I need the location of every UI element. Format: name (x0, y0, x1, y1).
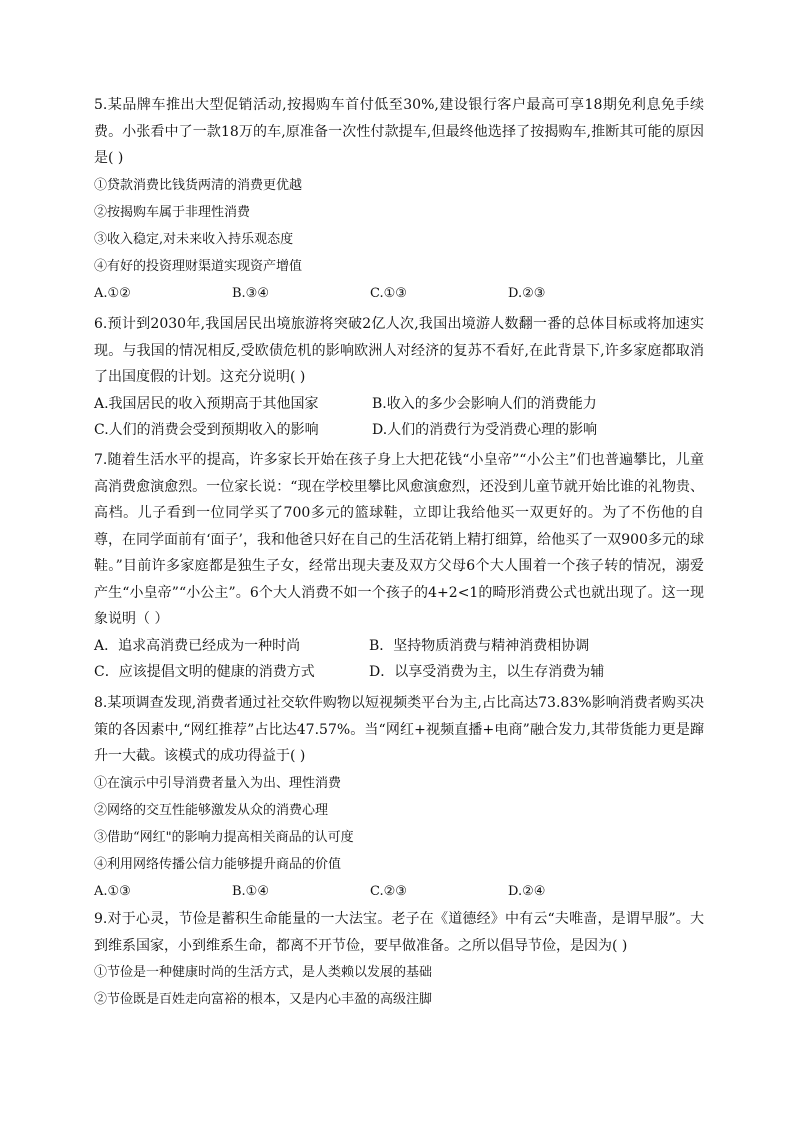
question-stem: 6.预计到2030年,我国居民出境旅游将突破2亿人次,我国出境游人数翻一番的总体目标或将加速实现。与我国的情况相反,受欧债危机的影响欧洲人对经济的复苏不看好,在此背景下,许多家庭都取消了出国度假的计划。这充分说明( ) (94, 316, 704, 385)
answer-row-ab (94, 391, 704, 418)
question-6 (94, 311, 704, 444)
choice-a: A.我国居民的收入预期高于其他国家 (94, 395, 319, 412)
answer-row-cd (94, 417, 704, 444)
answer-row-ab (94, 633, 704, 660)
question-9 (94, 906, 704, 1013)
question-7 (94, 447, 704, 686)
question-5 (94, 92, 704, 307)
choice-c: C.人们的消费会受到预期收入的影响 (94, 422, 319, 438)
question-8 (94, 690, 704, 905)
question-stem: 5.某品牌车推出大型促销活动,按揭购车首付低至30%,建设银行客户最高可享18期免利息免手续费。小张看中了一款18万的车,原准备一次性付款提车,但最终他选择了按揭购车,推断其可能的原因是( ) (94, 97, 704, 166)
choice-d: D.②④ (508, 883, 546, 899)
choice-d: D.人们的消费行为受消费心理的影响 (372, 422, 598, 438)
choice-d: D．以享受消费为主，以生存消费为辅 (369, 664, 605, 680)
statement-2: ②按揭购车属于非理性消费 (94, 204, 251, 220)
choice-b: B.①④ (232, 883, 269, 899)
choice-a: A．追求高消费已经成为一种时尚 (94, 637, 301, 654)
answer-row-cd (94, 659, 704, 686)
statement-2: ②节俭既是百姓走向富裕的根本，又是内心丰盈的高级注脚 (94, 992, 433, 1007)
question-stem: 9.对于心灵，节俭是蓄积生命能量的一大法宝。老子在《道德经》中有云“夫唯啬，是谓早服”。大到维系国家，小到维系生命，都离不开节俭，要早做准备。之所以倡导节俭，是因为( ) (94, 911, 704, 954)
choice-b: B.③④ (232, 285, 269, 301)
choice-a: A.①② (94, 285, 131, 301)
choice-b: B．坚持物质消费与精神消费相协调 (369, 637, 590, 654)
choice-c: C.②③ (370, 883, 407, 899)
choice-b: B.收入的多少会影响人们的消费能力 (372, 395, 597, 412)
statement-1: ①在演示中引导消费者量入为出、理性消费 (94, 775, 342, 791)
statement-4: ④有好的投资理财渠道实现资产增值 (94, 258, 303, 274)
statement-2: ②网络的交互性能够激发从众的消费心理 (94, 802, 329, 818)
statement-4: ④利用网络传播公信力能够提升商品的价值 (94, 856, 342, 872)
statement-1: ①贷款消费比钱货两清的消费更优越 (94, 177, 303, 193)
question-stem: 7.随着生活水平的提高，许多家长开始在孩子身上大把花钱“小皇帝”“小公主”们也普遍攀比，儿童高消费愈演愈烈。一位家长说：“现在学校里攀比风愈演愈烈，还没到儿童节就开始比谁的礼物贵、高档。儿子看到一位同学买了700多元的篮球鞋，立即让我给他买一双更好的。为了不伤他的自尊，在同学面前有‘面子’，我和他爸只好在自己的生活花销上精打细算，给他买了一双900多元的球鞋。”目前许多家庭都是独生子女，经常出现夫妻及双方父母6个大人围着一个孩子转的情况，溺爱产生“小皇帝”“小公主”。6个大人消费不如一个孩子的4+2<1的畸形消费公式也就出现了。这一现象说明（ ） (94, 452, 704, 627)
statement-1: ①节俭是一种健康时尚的生活方式，是人类赖以发展的基础 (94, 965, 433, 980)
choice-c: C．应该提倡文明的健康的消费方式 (94, 664, 315, 680)
question-stem: 8.某项调查发现,消费者通过社交软件购物以短视频类平台为主,占比高达73.83%影响消费者购买决策的各因素中,“网红推荐”占比达47.57%。当“网红+视频直播+电商”融合发力,其带货能力更是蹿升一大截。该模式的成功得益于( ) (94, 695, 704, 764)
answer-choices (94, 878, 704, 905)
statement-3: ③收入稳定,对未来收入持乐观态度 (94, 231, 294, 247)
choice-d: D.②③ (508, 285, 546, 301)
statement-3: ③借助“网红"的影响力提高相关商品的认可度 (94, 829, 354, 845)
answer-choices (94, 280, 704, 307)
choice-c: C.①③ (370, 285, 407, 301)
choice-a: A.①③ (94, 883, 131, 899)
